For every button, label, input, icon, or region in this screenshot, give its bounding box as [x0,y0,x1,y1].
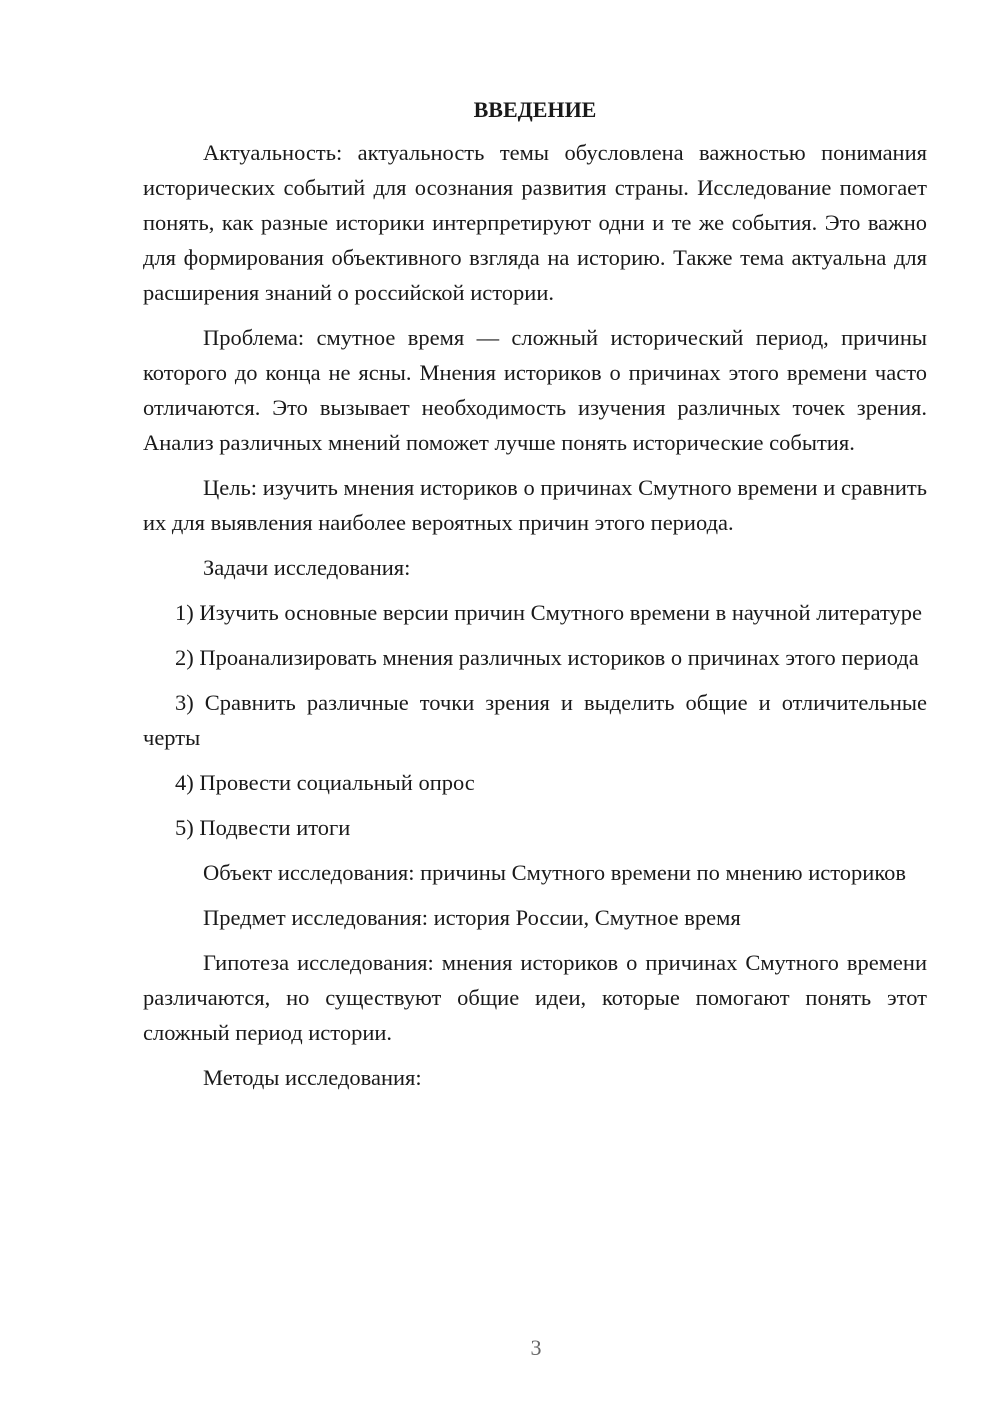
paragraph-goal: Цель: изучить мнения историков о причинах Смутного времени и сравнить их для выявления наиболее вероятных причин этого периода. [143,475,927,535]
paragraph-hypothesis: Гипотеза исследования: мнения историков о причинах Смутного времени различаются, но существуют общие идеи, которые помогают понять этот сложный период истории. [143,950,927,1045]
paragraph-tasks-intro: Задачи исследования: [203,555,411,580]
paragraph-problem: Проблема: смутное время — сложный исторический период, причины которого до конца не ясны. Мнения историков о причинах этого времени часто отличаются. Это вызывает необходимость изучения различных точек зрения. Анализ различных мнений поможет лучше понять исторические события. [143,325,927,455]
paragraph-object: Объект исследования: причины Смутного времени по мнению историков [203,860,906,885]
paragraph-methods: Методы исследования: [203,1065,422,1090]
paragraph-subject: Предмет исследования: история России, Смутное время [203,905,741,930]
paragraph-relevance: Актуальность: актуальность темы обусловлена важностью понимания исторических событий для осознания развития страны. Исследование помогает понять, как разные историки интерпретируют одни и те же события. Это важно для формирования объективного взгляда на историю. Также тема актуальна для расширения знаний о российской истории. [143,140,927,305]
page-number: 3 [530,1335,542,1360]
task-item-3: 3) Сравнить различные точки зрения и выделить общие и отличительные черты [143,690,927,750]
task-item-4: 4) Провести социальный опрос [175,770,475,795]
section-heading: ВВЕДЕНИЕ [473,97,597,122]
task-item-2: 2) Проанализировать мнения различных историков о причинах этого периода [175,645,919,670]
task-item-1: 1) Изучить основные версии причин Смутного времени в научной литературе [175,600,922,625]
task-item-5: 5) Подвести итоги [175,815,351,840]
page-content [143,92,927,1105]
